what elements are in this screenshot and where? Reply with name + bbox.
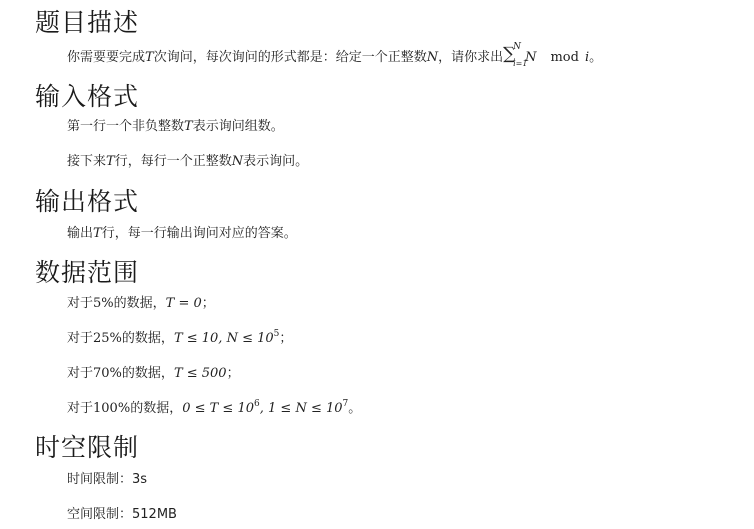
sum-lower-limit: i=1	[513, 59, 528, 68]
range-text-part: ；	[226, 366, 240, 381]
sum-symbol: ∑	[503, 44, 516, 64]
range-text-part: 对于	[67, 401, 94, 416]
math-var-n: N	[426, 50, 439, 65]
range-line-25pct	[67, 330, 292, 348]
math-var-t: T	[184, 119, 193, 134]
output-text-part: 行，每一行输出询问对应的答案。	[101, 226, 297, 241]
description-text-part: 你需要要完成	[67, 50, 146, 65]
range-line-70pct	[67, 365, 240, 383]
range-text-part: 的数据，	[130, 401, 183, 416]
range-percent: 70%	[93, 366, 122, 381]
math-mod-operator: mod	[550, 50, 579, 65]
range-text-part: 的数据，	[121, 331, 174, 346]
range-percent: 25%	[93, 331, 122, 346]
range-math: 0 ≤ T ≤ 10	[182, 401, 255, 416]
range-math: T = 0	[165, 296, 202, 311]
range-text-part: ；	[201, 296, 215, 311]
input-text-part: 接下来	[67, 154, 107, 169]
math-var-t: T	[93, 226, 102, 241]
range-math: T ≤ 10, N ≤ 10	[173, 331, 274, 346]
range-line-5pct	[67, 295, 215, 313]
range-text-part: 对于	[67, 331, 94, 346]
memory-limit: 空间限制：512MB	[67, 507, 177, 522]
math-var-n: N	[525, 50, 537, 65]
heading-description: 题目描述	[35, 8, 140, 37]
input-line-2	[67, 153, 308, 171]
sum-expression	[503, 42, 528, 68]
range-exponent: 6	[254, 399, 260, 409]
heading-data-range: 数据范围	[35, 258, 140, 287]
range-math: , 1 ≤ N ≤ 10	[259, 401, 343, 416]
math-var-t: T	[145, 50, 154, 65]
range-text-part: 对于	[67, 296, 94, 311]
input-line-1	[67, 118, 284, 136]
math-var-i: i	[584, 50, 590, 65]
sum-upper-limit: N	[513, 42, 521, 52]
description-text-part: 。	[589, 50, 603, 65]
range-percent: 100%	[93, 401, 131, 416]
description-text-part: ，请你求出	[438, 50, 504, 65]
range-line-100pct	[67, 400, 361, 418]
input-text-part: 表示询问组数。	[192, 119, 284, 134]
input-text-part: 行，每行一个正整数	[114, 154, 232, 169]
description-text	[67, 42, 603, 68]
math-var-t: T	[106, 154, 115, 169]
heading-input-format: 输入格式	[35, 82, 140, 111]
range-exponent: 7	[342, 399, 349, 409]
range-exponent: 5	[273, 329, 280, 339]
math-var-n: N	[231, 154, 244, 169]
time-limit: 时间限制：3s	[67, 472, 148, 487]
range-text-part: 对于	[67, 366, 94, 381]
input-text-part: 表示询问。	[243, 154, 309, 169]
range-math: T ≤ 500	[173, 366, 227, 381]
range-text-part: 。	[348, 401, 362, 416]
range-percent: 5%	[93, 296, 114, 311]
range-text-part: 的数据，	[121, 366, 174, 381]
heading-limits: 时空限制	[35, 433, 140, 462]
input-text-part: 第一行一个非负整数	[67, 119, 185, 134]
output-text-part: 输出	[67, 226, 94, 241]
range-text-part: ；	[279, 331, 293, 346]
description-text-part: 次询问，每次询问的形式都是：给定一个正整数	[153, 50, 427, 65]
output-line-1	[67, 225, 297, 243]
range-text-part: 的数据，	[113, 296, 166, 311]
heading-output-format: 输出格式	[35, 187, 140, 216]
